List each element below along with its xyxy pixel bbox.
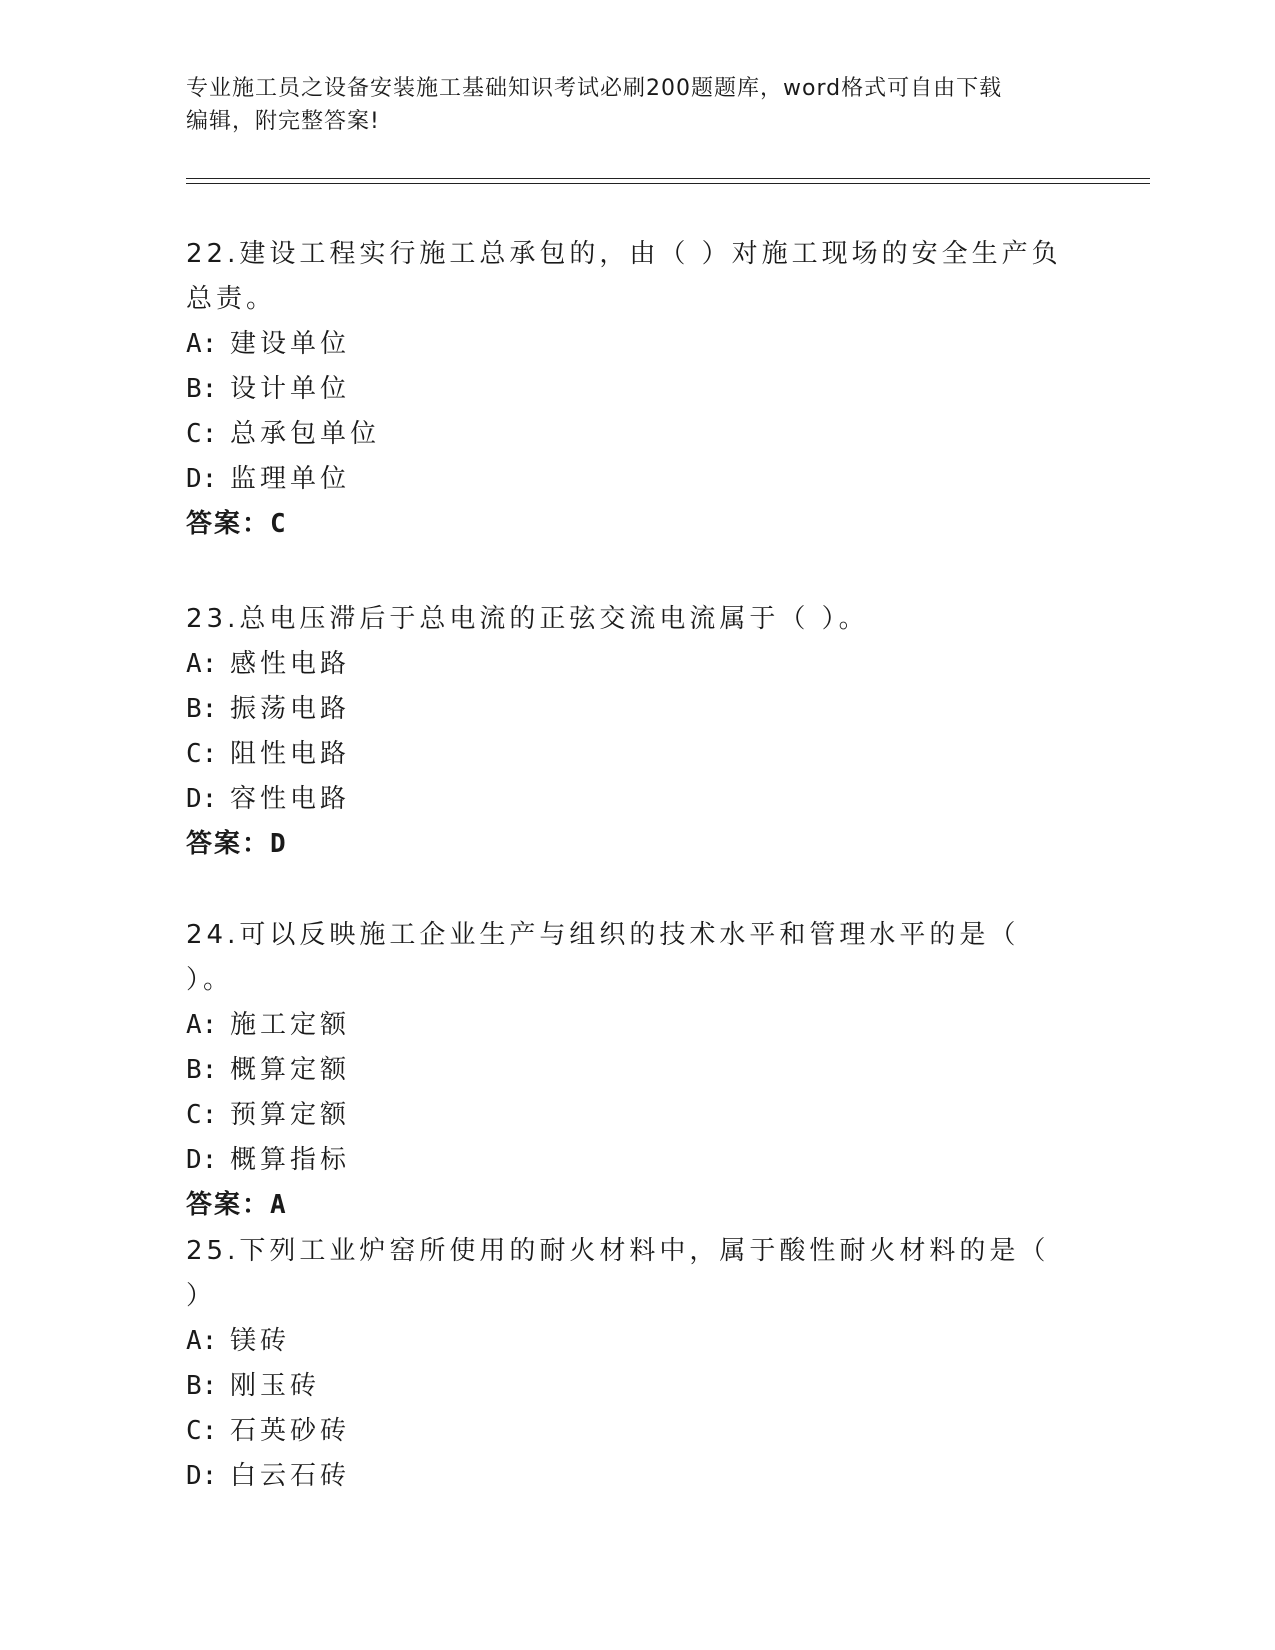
option-letter: D: [186,464,218,494]
option-text: 监理单位 [230,464,351,494]
answer-line [186,822,1066,867]
option-text: 振荡电路 [230,694,351,724]
option-c [186,1409,1066,1454]
answer-line [186,502,1066,547]
option-d [186,457,1066,502]
question-23 [186,597,1066,867]
option-letter: B: [186,1371,218,1401]
option-b [186,367,1066,412]
option-text: 容性电路 [230,784,351,814]
answer-label: 答案： [186,509,271,539]
option-d [186,1138,1066,1183]
answer-line [186,1183,1066,1228]
question-title: 22.建设工程实行施工总承包的，由（ ）对施工现场的安全生产负总责。 [186,239,1062,314]
question-title: 24.可以反映施工企业生产与组织的技术水平和管理水平的是（ ）。 [186,920,1020,995]
option-text: 石英砂砖 [230,1416,351,1446]
option-text: 总承包单位 [230,419,381,449]
option-c [186,412,1066,457]
option-letter: C: [186,739,218,769]
option-letter: B: [186,374,218,404]
option-letter: D: [186,1145,218,1175]
option-letter: A: [186,329,218,359]
option-d [186,1454,1066,1499]
option-letter: C: [186,1416,218,1446]
question-title: 23.总电压滞后于总电流的正弦交流电流属于（ ）。 [186,604,869,634]
option-b [186,1364,1066,1409]
answer-value: A [270,1190,288,1220]
document-header [186,72,1066,138]
option-letter: A: [186,649,218,679]
option-letter: C: [186,1100,218,1130]
answer-label: 答案： [186,829,271,859]
option-text: 概算指标 [230,1145,351,1175]
option-a [186,322,1066,367]
option-c [186,732,1066,777]
header-line-2: 编辑，附完整答案! [186,109,380,134]
option-letter: B: [186,1055,218,1085]
option-letter: D: [186,784,218,814]
option-text: 建设单位 [230,329,351,359]
option-c [186,1093,1066,1138]
option-text: 阻性电路 [230,739,351,769]
option-text: 感性电路 [230,649,351,679]
option-text: 概算定额 [230,1055,351,1085]
option-text: 镁砖 [230,1326,291,1356]
option-text: 刚玉砖 [230,1371,321,1401]
option-letter: A: [186,1010,218,1040]
answer-label: 答案： [186,1190,271,1220]
option-text: 设计单位 [230,374,351,404]
option-a [186,1319,1066,1364]
option-letter: C: [186,419,218,449]
header-divider-bottom [186,183,1150,184]
option-text: 施工定额 [230,1010,351,1040]
header-divider-top [186,178,1150,179]
header-line-1: 专业施工员之设备安装施工基础知识考试必刷200题题库，word格式可自由下载 [186,76,1003,101]
option-d [186,777,1066,822]
option-letter: B: [186,694,218,724]
question-24 [186,913,1066,1228]
question-title: 25.下列工业炉窑所使用的耐火材料中，属于酸性耐火材料的是（ ） [186,1236,1050,1311]
option-a [186,1003,1066,1048]
option-a [186,642,1066,687]
option-b [186,1048,1066,1093]
option-letter: A: [186,1326,218,1356]
option-b [186,687,1066,732]
option-text: 白云石砖 [230,1461,351,1491]
answer-value: C [270,509,288,539]
option-letter: D: [186,1461,218,1491]
option-text: 预算定额 [230,1100,351,1130]
question-22 [186,232,1066,547]
question-25 [186,1229,1066,1499]
answer-value: D [270,829,288,859]
